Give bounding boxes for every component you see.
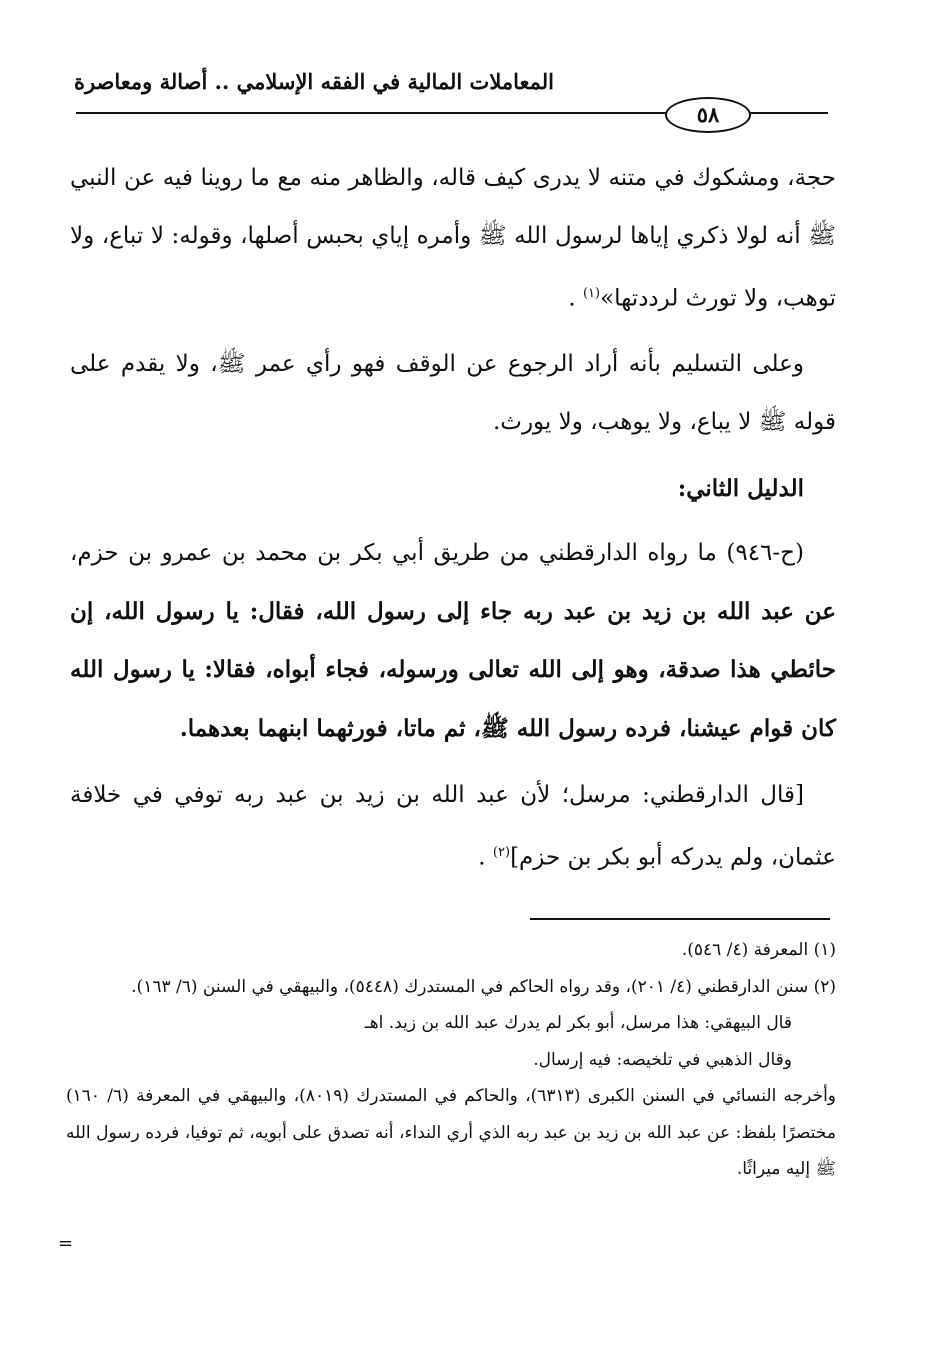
paragraph-4-end: .	[478, 844, 486, 871]
paragraph-2: وعلى التسليم بأنه أراد الرجوع عن الوقف فهو رأي عمر ﷺ، ولا يقدم على قوله ﷺ لا يباع، ولا يوهب، ولا يورث.	[70, 351, 836, 436]
footnotes	[66, 932, 836, 1188]
footnote-2-dhahabi: وقال الذهبي في تلخيصه: فيه إرسال.	[533, 1049, 792, 1070]
page-number: ٥٨	[665, 97, 751, 133]
paragraph-1-text: حجة، ومشكوك في متنه لا يدرى كيف قاله، والظاهر منه مع ما روينا فيه عن النبي ﷺ أنه لولا ذكري إياها لرسول الله ﷺ وأمره إياي بحبس أصلها، وقوله: لا تباع، ولا توهب، ولا تورث لرددتها»	[70, 165, 836, 312]
footnote-2-takhrij: وأخرجه النسائي في السنن الكبرى (٦٣١٣)، والحاكم في المستدرك (٨٠١٩)، والبيهقي في المعرفة (٦/ ١٦٠) مختصرًا بلفظ: عن عبد الله بن زيد بن عبد ربه الذي أري النداء، أنه تصدق على أبويه، ثم توفيا، فرده رسول الله ﷺ إليه ميراثًا.	[66, 1086, 837, 1179]
paragraph-4	[70, 767, 836, 888]
hadith-text: عن عبد الله بن زيد بن عبد ربه جاء إلى رسول الله، فقال: يا رسول الله، إن حائطي هذا صدقة، وهو إلى الله تعالى ورسوله، فجاء أبواه، فقالا: يا رسول الله كان قوام عيشنا، فرده رسول الله ﷺ، ثم ماتا، فورثهما ابنهما بعدهما.	[70, 597, 836, 742]
paragraph-4-text: [قال الدارقطني: مرسل؛ لأن عبد الله بن زيد بن عبد ربه توفي في خلافة عثمان، ولم يدركه أبو بكر بن حزم]	[70, 781, 836, 871]
footnote-2-bayhaqi: قال البيهقي: هذا مرسل، أبو بكر لم يدرك عبد الله بن زيد. اهـ	[364, 1013, 792, 1033]
footnote-rule	[530, 918, 830, 920]
footnote-1: (١) المعرفة (٤/ ٥٤٦).	[681, 940, 836, 960]
section-heading: الدليل الثاني:	[677, 474, 804, 502]
paragraph-3	[70, 525, 836, 758]
continues-mark: =	[58, 1233, 74, 1254]
main-text	[70, 150, 836, 887]
running-title: المعاملات المالية في الفقه الإسلامي .. أصالة ومعاصرة	[73, 69, 554, 94]
footnote-ref-1: (١)	[582, 286, 601, 302]
hadith-lead: (ح-٩٤٦) ما رواه الدارقطني من طريق أبي بكر بن محمد بن عمرو بن حزم،	[70, 540, 804, 567]
footnote-ref-2: (٢)	[492, 845, 511, 861]
paragraph-1-end: .	[568, 285, 576, 312]
paragraph-1	[70, 150, 836, 328]
footnote-2: (٢) سنن الدارقطني (٤/ ٢٠١)، وقد رواه الحاكم في المستدرك (٥٤٤٨)، والبيهقي في السنن (٦/ ١٦٣).	[131, 976, 836, 997]
